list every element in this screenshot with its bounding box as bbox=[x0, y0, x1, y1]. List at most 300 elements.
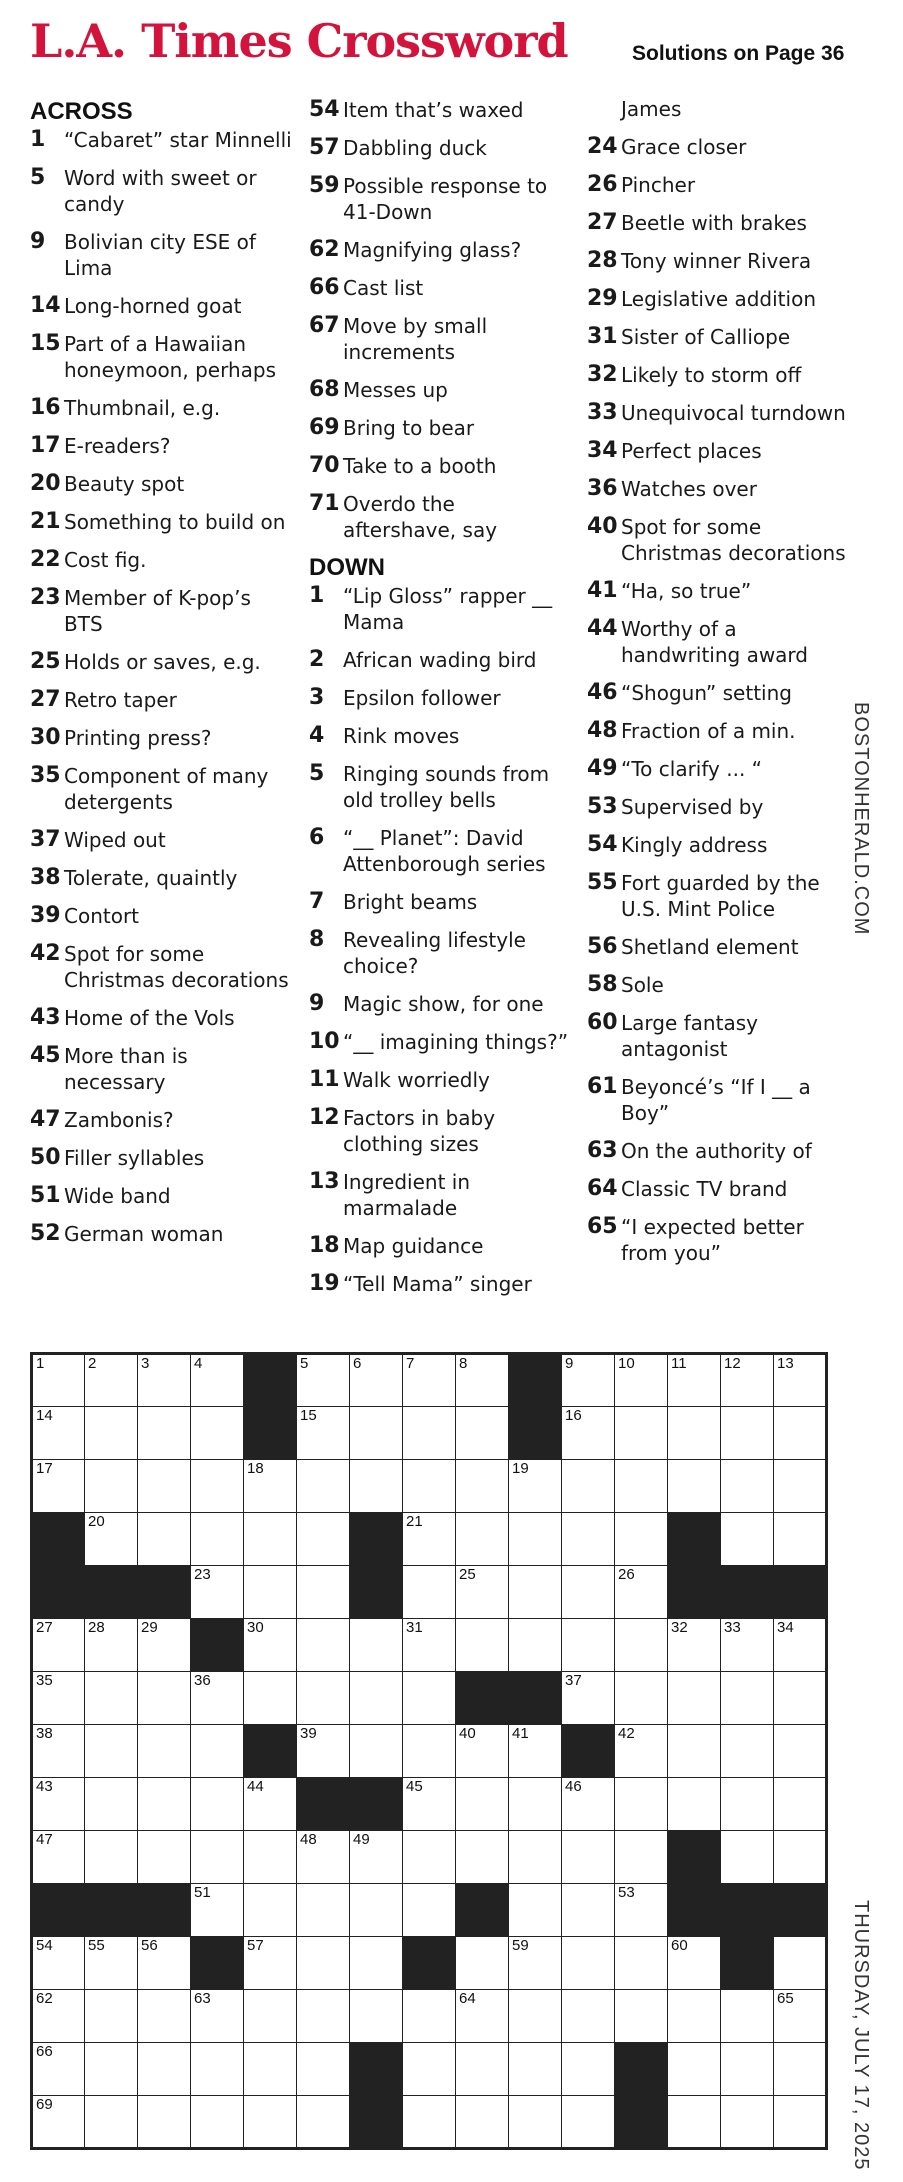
clue-number: 42 bbox=[30, 941, 61, 966]
clue-text: Item that’s waxed bbox=[343, 98, 524, 122]
clue-text: Printing press? bbox=[64, 726, 212, 750]
grid-cell[interactable] bbox=[668, 1407, 721, 1460]
down-clue bbox=[309, 1066, 571, 1093]
grid-cell[interactable] bbox=[244, 1884, 297, 1937]
clue-text: “Ha, so true” bbox=[621, 579, 752, 603]
grid-cell[interactable] bbox=[138, 1672, 191, 1725]
clue-text: Word with sweet or candy bbox=[64, 166, 257, 216]
across-clue bbox=[30, 648, 292, 675]
clue-number: 60 bbox=[587, 1010, 618, 1035]
grid-cell[interactable] bbox=[244, 1778, 297, 1831]
grid-cell[interactable] bbox=[138, 1990, 191, 2043]
grid-cell[interactable] bbox=[774, 1619, 827, 1672]
grid-cell[interactable] bbox=[774, 2096, 827, 2149]
grid-cell[interactable] bbox=[403, 1831, 456, 1884]
grid-cell[interactable] bbox=[403, 2096, 456, 2149]
clue-number: 1 bbox=[30, 127, 46, 152]
clue-text: Beauty spot bbox=[64, 472, 185, 496]
cell-number: 43 bbox=[36, 1778, 53, 1795]
grid-cell[interactable] bbox=[244, 1619, 297, 1672]
grid-cell[interactable] bbox=[403, 1460, 456, 1513]
grid-cell[interactable] bbox=[721, 1513, 774, 1566]
grid-cell[interactable] bbox=[297, 1460, 350, 1513]
grid-cell[interactable] bbox=[85, 2043, 138, 2096]
grid-cell[interactable] bbox=[244, 1460, 297, 1513]
grid-cell[interactable] bbox=[244, 1937, 297, 1990]
grid-cell[interactable] bbox=[85, 1619, 138, 1672]
cell-number: 40 bbox=[459, 1725, 476, 1742]
grid-cell[interactable] bbox=[562, 2096, 615, 2149]
grid-cell[interactable] bbox=[244, 1513, 297, 1566]
grid-cell[interactable] bbox=[191, 2096, 244, 2149]
cell-number: 5 bbox=[300, 1355, 309, 1372]
grid-cell[interactable] bbox=[509, 1990, 562, 2043]
across-clue bbox=[309, 172, 571, 225]
grid-cell[interactable] bbox=[615, 1619, 668, 1672]
across-clue bbox=[30, 432, 292, 459]
grid-cell[interactable] bbox=[191, 1884, 244, 1937]
cell-number: 46 bbox=[565, 1778, 582, 1795]
black-square bbox=[668, 1566, 721, 1619]
clue-text: Sole bbox=[621, 973, 664, 997]
grid-cell[interactable] bbox=[350, 1990, 403, 2043]
grid-cell[interactable] bbox=[350, 1937, 403, 1990]
cell-number: 33 bbox=[724, 1619, 741, 1636]
grid-cell[interactable] bbox=[721, 1619, 774, 1672]
clue-number: 47 bbox=[30, 1107, 61, 1132]
grid-cell[interactable] bbox=[191, 1407, 244, 1460]
clue-text: Component of many detergents bbox=[64, 764, 269, 814]
down-clue bbox=[309, 1104, 571, 1157]
black-square bbox=[85, 1884, 138, 1937]
grid-cell[interactable] bbox=[244, 1672, 297, 1725]
clue-number: 8 bbox=[309, 927, 325, 952]
clue-text: Bright beams bbox=[343, 890, 478, 914]
grid-cell[interactable] bbox=[562, 1566, 615, 1619]
clue-text: Tolerate, quaintly bbox=[64, 866, 238, 890]
grid-cell[interactable] bbox=[85, 1513, 138, 1566]
grid-row bbox=[32, 1619, 827, 1672]
grid-cell[interactable] bbox=[668, 2043, 721, 2096]
grid-cell[interactable] bbox=[456, 1566, 509, 1619]
grid-cell[interactable] bbox=[562, 1407, 615, 1460]
grid-cell[interactable] bbox=[297, 1619, 350, 1672]
across-clue bbox=[30, 1220, 292, 1247]
grid-cell[interactable] bbox=[138, 2096, 191, 2149]
grid-cell[interactable] bbox=[615, 1566, 668, 1619]
cell-number: 51 bbox=[194, 1884, 211, 1901]
clue-text: Dabbling duck bbox=[343, 136, 487, 160]
grid-cell[interactable] bbox=[615, 1778, 668, 1831]
grid-cell[interactable] bbox=[562, 1778, 615, 1831]
clue-text: Sister of Calliope bbox=[621, 325, 791, 349]
grid-cell[interactable] bbox=[32, 1354, 85, 1407]
cell-number: 39 bbox=[300, 1725, 317, 1742]
clue-text: Cost fig. bbox=[64, 548, 147, 572]
grid-cell[interactable] bbox=[562, 1831, 615, 1884]
black-square bbox=[244, 1407, 297, 1460]
grid-cell[interactable] bbox=[85, 1990, 138, 2043]
grid-cell[interactable] bbox=[456, 1619, 509, 1672]
grid-cell[interactable] bbox=[509, 1619, 562, 1672]
clue-number: 46 bbox=[587, 680, 618, 705]
clue-text: Take to a booth bbox=[343, 454, 497, 478]
grid-cell[interactable] bbox=[509, 1566, 562, 1619]
grid-cell[interactable] bbox=[32, 1619, 85, 1672]
across-clue bbox=[30, 546, 292, 573]
grid-cell[interactable] bbox=[615, 1460, 668, 1513]
grid-cell[interactable] bbox=[85, 1725, 138, 1778]
grid-cell[interactable] bbox=[191, 1460, 244, 1513]
grid-cell[interactable] bbox=[721, 1672, 774, 1725]
grid-cell[interactable] bbox=[774, 1778, 827, 1831]
clue-text: Bring to bear bbox=[343, 416, 475, 440]
clue-text: Beetle with brakes bbox=[621, 211, 807, 235]
grid-cell[interactable] bbox=[403, 1619, 456, 1672]
grid-cell[interactable] bbox=[85, 1460, 138, 1513]
grid-cell[interactable] bbox=[350, 1460, 403, 1513]
clue-number: 12 bbox=[309, 1105, 340, 1130]
grid-cell[interactable] bbox=[668, 1937, 721, 1990]
grid-cell[interactable] bbox=[32, 1407, 85, 1460]
grid-cell[interactable] bbox=[615, 1513, 668, 1566]
grid-cell[interactable] bbox=[32, 1990, 85, 2043]
grid-cell[interactable] bbox=[32, 1460, 85, 1513]
grid-cell[interactable] bbox=[350, 1354, 403, 1407]
grid-cell[interactable] bbox=[244, 1990, 297, 2043]
grid-cell[interactable] bbox=[562, 1354, 615, 1407]
grid-cell[interactable] bbox=[297, 1354, 350, 1407]
grid-cell[interactable] bbox=[138, 1725, 191, 1778]
grid-cell[interactable] bbox=[297, 1672, 350, 1725]
grid-cell[interactable] bbox=[615, 1354, 668, 1407]
grid-cell[interactable] bbox=[85, 1354, 138, 1407]
grid-cell[interactable] bbox=[615, 1990, 668, 2043]
grid-cell[interactable] bbox=[32, 1831, 85, 1884]
clue-text: Watches over bbox=[621, 477, 757, 501]
clue-text: Wiped out bbox=[64, 828, 166, 852]
grid-cell[interactable] bbox=[509, 1460, 562, 1513]
black-square bbox=[774, 1566, 827, 1619]
clue-text: Spot for some Christmas decorations bbox=[621, 515, 846, 565]
grid-cell[interactable] bbox=[350, 1884, 403, 1937]
grid-cell[interactable] bbox=[138, 1937, 191, 1990]
grid-cell[interactable] bbox=[456, 1460, 509, 1513]
grid-cell[interactable] bbox=[138, 2043, 191, 2096]
grid-cell[interactable] bbox=[721, 1725, 774, 1778]
grid-cell[interactable] bbox=[562, 2043, 615, 2096]
grid-row bbox=[32, 1990, 827, 2043]
grid-cell[interactable] bbox=[403, 2043, 456, 2096]
grid-cell[interactable] bbox=[615, 1884, 668, 1937]
clue-text: Unequivocal turndown bbox=[621, 401, 846, 425]
grid-cell[interactable] bbox=[244, 1566, 297, 1619]
clue-number: 28 bbox=[587, 248, 618, 273]
grid-cell[interactable] bbox=[85, 2096, 138, 2149]
grid-cell[interactable] bbox=[32, 1778, 85, 1831]
grid-row bbox=[32, 1937, 827, 1990]
clue-number: 35 bbox=[30, 763, 61, 788]
grid-cell[interactable] bbox=[615, 1937, 668, 1990]
grid-cell[interactable] bbox=[562, 1937, 615, 1990]
cell-number: 55 bbox=[88, 1937, 105, 1954]
down-clue bbox=[309, 1168, 571, 1221]
grid-cell[interactable] bbox=[456, 1513, 509, 1566]
grid-cell[interactable] bbox=[191, 1778, 244, 1831]
grid-cell[interactable] bbox=[721, 2043, 774, 2096]
clue-text: Filler syllables bbox=[64, 1146, 205, 1170]
cell-number: 36 bbox=[194, 1672, 211, 1689]
grid-cell[interactable] bbox=[350, 1619, 403, 1672]
grid-cell[interactable] bbox=[774, 1937, 827, 1990]
across-clue bbox=[30, 292, 292, 319]
black-square bbox=[244, 1725, 297, 1778]
grid-cell[interactable] bbox=[32, 2043, 85, 2096]
grid-cell[interactable] bbox=[32, 2096, 85, 2149]
grid-cell[interactable] bbox=[85, 1937, 138, 1990]
grid-cell[interactable] bbox=[350, 1672, 403, 1725]
grid-cell[interactable] bbox=[668, 1990, 721, 2043]
clue-number: 58 bbox=[587, 972, 618, 997]
clue-text: Holds or saves, e.g. bbox=[64, 650, 261, 674]
grid-cell[interactable] bbox=[85, 1672, 138, 1725]
grid-cell[interactable] bbox=[774, 1407, 827, 1460]
grid-cell[interactable] bbox=[615, 1407, 668, 1460]
grid-cell[interactable] bbox=[138, 1778, 191, 1831]
grid-cell[interactable] bbox=[721, 1990, 774, 2043]
grid-cell[interactable] bbox=[297, 2096, 350, 2149]
grid-cell[interactable] bbox=[668, 1778, 721, 1831]
grid-cell[interactable] bbox=[32, 1672, 85, 1725]
grid-cell[interactable] bbox=[562, 1672, 615, 1725]
grid-cell[interactable] bbox=[668, 1460, 721, 1513]
grid-cell[interactable] bbox=[562, 1990, 615, 2043]
down-clue bbox=[309, 1270, 571, 1297]
cell-number: 30 bbox=[247, 1619, 264, 1636]
clue-text: Contort bbox=[64, 904, 140, 928]
grid-cell[interactable] bbox=[721, 2096, 774, 2149]
grid-cell[interactable] bbox=[721, 1407, 774, 1460]
grid-cell[interactable] bbox=[456, 2043, 509, 2096]
grid-cell[interactable] bbox=[32, 1725, 85, 1778]
grid-cell[interactable] bbox=[721, 1354, 774, 1407]
grid-cell[interactable] bbox=[562, 1884, 615, 1937]
grid-cell[interactable] bbox=[721, 1831, 774, 1884]
clue-text: Beyoncé’s “If I __ a Boy” bbox=[621, 1075, 811, 1125]
grid-cell[interactable] bbox=[403, 1566, 456, 1619]
grid-cell[interactable] bbox=[509, 1513, 562, 1566]
grid-cell[interactable] bbox=[32, 1937, 85, 1990]
grid-cell[interactable] bbox=[721, 1778, 774, 1831]
down-clue bbox=[309, 1028, 571, 1055]
grid-cell[interactable] bbox=[297, 1884, 350, 1937]
grid-cell[interactable] bbox=[403, 1778, 456, 1831]
clue-text: Shetland element bbox=[621, 935, 799, 959]
grid-cell[interactable] bbox=[456, 1407, 509, 1460]
grid-cell[interactable] bbox=[615, 1725, 668, 1778]
clue-text: Supervised by bbox=[621, 795, 764, 819]
clue-number: 52 bbox=[30, 1221, 61, 1246]
grid-cell[interactable] bbox=[509, 2096, 562, 2149]
grid-cell[interactable] bbox=[191, 1990, 244, 2043]
black-square bbox=[85, 1566, 138, 1619]
grid-cell[interactable] bbox=[191, 1831, 244, 1884]
across-clue bbox=[30, 902, 292, 929]
cell-number: 37 bbox=[565, 1672, 582, 1689]
grid-cell[interactable] bbox=[138, 1619, 191, 1672]
clue-number: 43 bbox=[30, 1005, 61, 1030]
grid-cell[interactable] bbox=[509, 1884, 562, 1937]
grid-cell[interactable] bbox=[668, 1619, 721, 1672]
across-clue bbox=[309, 490, 571, 543]
clue-number: 51 bbox=[30, 1183, 61, 1208]
grid-cell[interactable] bbox=[297, 1407, 350, 1460]
clue-number: 38 bbox=[30, 865, 61, 890]
grid-cell[interactable] bbox=[138, 1354, 191, 1407]
cell-number: 29 bbox=[141, 1619, 158, 1636]
grid-cell[interactable] bbox=[403, 1725, 456, 1778]
grid-cell[interactable] bbox=[509, 2043, 562, 2096]
clue-number: 9 bbox=[30, 229, 46, 254]
grid-cell[interactable] bbox=[85, 1831, 138, 1884]
grid-cell[interactable] bbox=[774, 1831, 827, 1884]
grid-cell[interactable] bbox=[297, 1513, 350, 1566]
across-heading: ACROSS bbox=[30, 98, 133, 125]
down-clue bbox=[587, 831, 849, 858]
clue-number: 71 bbox=[309, 491, 340, 516]
clue-text: German woman bbox=[64, 1222, 224, 1246]
grid-cell[interactable] bbox=[403, 1884, 456, 1937]
down-clue bbox=[587, 133, 849, 160]
grid-cell[interactable] bbox=[297, 2043, 350, 2096]
down-clue bbox=[587, 1137, 849, 1164]
grid-cell[interactable] bbox=[138, 1831, 191, 1884]
grid-cell[interactable] bbox=[191, 1725, 244, 1778]
grid-cell[interactable] bbox=[297, 1937, 350, 1990]
grid-cell[interactable] bbox=[191, 1672, 244, 1725]
grid-cell[interactable] bbox=[191, 1354, 244, 1407]
grid-cell[interactable] bbox=[774, 1672, 827, 1725]
grid-cell[interactable] bbox=[456, 1778, 509, 1831]
clue-text: Epsilon follower bbox=[343, 686, 501, 710]
clue-number: 36 bbox=[587, 476, 618, 501]
grid-cell[interactable] bbox=[403, 1354, 456, 1407]
down-heading: DOWN bbox=[309, 554, 385, 581]
grid-row bbox=[32, 1831, 827, 1884]
clue-number: 22 bbox=[30, 547, 61, 572]
grid-cell[interactable] bbox=[297, 1725, 350, 1778]
grid-cell[interactable] bbox=[138, 1460, 191, 1513]
clue-text: Ingredient in marmalade bbox=[343, 1170, 471, 1220]
grid-cell[interactable] bbox=[562, 1619, 615, 1672]
black-square bbox=[403, 1937, 456, 1990]
grid-cell[interactable] bbox=[509, 1831, 562, 1884]
grid-cell[interactable] bbox=[562, 1460, 615, 1513]
clue-text: More than is necessary bbox=[64, 1044, 188, 1094]
grid-cell[interactable] bbox=[191, 2043, 244, 2096]
clue-number: 13 bbox=[309, 1169, 340, 1194]
cell-number: 57 bbox=[247, 1937, 264, 1954]
grid-cell[interactable] bbox=[85, 1407, 138, 1460]
grid-cell[interactable] bbox=[456, 2096, 509, 2149]
grid-cell[interactable] bbox=[85, 1778, 138, 1831]
grid-cell[interactable] bbox=[774, 1513, 827, 1566]
grid-cell[interactable] bbox=[350, 1725, 403, 1778]
grid-cell[interactable] bbox=[191, 1513, 244, 1566]
grid-cell[interactable] bbox=[721, 1460, 774, 1513]
grid-row bbox=[32, 1513, 827, 1566]
grid-cell[interactable] bbox=[244, 2043, 297, 2096]
grid-cell[interactable] bbox=[191, 1566, 244, 1619]
grid-cell[interactable] bbox=[244, 1831, 297, 1884]
grid-cell[interactable] bbox=[297, 1566, 350, 1619]
grid-cell[interactable] bbox=[138, 1407, 191, 1460]
black-square bbox=[509, 1354, 562, 1407]
grid-cell[interactable] bbox=[403, 1407, 456, 1460]
clue-number: 26 bbox=[587, 172, 618, 197]
grid-cell[interactable] bbox=[774, 1354, 827, 1407]
grid-cell[interactable] bbox=[350, 1831, 403, 1884]
grid-cell[interactable] bbox=[774, 1990, 827, 2043]
grid-cell[interactable] bbox=[668, 1672, 721, 1725]
grid-cell[interactable] bbox=[774, 1725, 827, 1778]
across-clue bbox=[309, 452, 571, 479]
grid-cell[interactable] bbox=[509, 1725, 562, 1778]
grid-cell[interactable] bbox=[615, 1672, 668, 1725]
clue-text: Wide band bbox=[64, 1184, 171, 1208]
grid-cell[interactable] bbox=[774, 1460, 827, 1513]
grid-cell[interactable] bbox=[297, 1831, 350, 1884]
grid-cell[interactable] bbox=[668, 1725, 721, 1778]
grid-row bbox=[32, 1354, 827, 1407]
grid-cell[interactable] bbox=[615, 1831, 668, 1884]
grid-cell[interactable] bbox=[774, 2043, 827, 2096]
cell-number: 63 bbox=[194, 1990, 211, 2007]
grid-cell[interactable] bbox=[403, 1990, 456, 2043]
grid-cell[interactable] bbox=[403, 1672, 456, 1725]
clue-number: 33 bbox=[587, 400, 618, 425]
cell-number: 21 bbox=[406, 1513, 423, 1530]
clue-number: 49 bbox=[587, 756, 618, 781]
clue-number: 57 bbox=[309, 135, 340, 160]
down-clue bbox=[587, 171, 849, 198]
grid-cell[interactable] bbox=[350, 1407, 403, 1460]
cell-number: 54 bbox=[36, 1937, 53, 1954]
grid-cell[interactable] bbox=[138, 1513, 191, 1566]
grid-cell[interactable] bbox=[244, 2096, 297, 2149]
grid-cell[interactable] bbox=[668, 1354, 721, 1407]
clue-text: Fraction of a min. bbox=[621, 719, 796, 743]
grid-cell[interactable] bbox=[456, 1725, 509, 1778]
grid-cell[interactable] bbox=[509, 1937, 562, 1990]
crossword-grid bbox=[30, 1352, 828, 2150]
solutions-note: Solutions on Page 36 bbox=[632, 42, 845, 65]
cell-number: 44 bbox=[247, 1778, 264, 1795]
grid-cell[interactable] bbox=[456, 1990, 509, 2043]
clue-number: 4 bbox=[309, 723, 325, 748]
grid-cell[interactable] bbox=[456, 1831, 509, 1884]
grid-cell[interactable] bbox=[456, 1937, 509, 1990]
grid-cell[interactable] bbox=[297, 1990, 350, 2043]
grid-cell[interactable] bbox=[509, 1778, 562, 1831]
clue-number: 1 bbox=[309, 583, 325, 608]
grid-cell[interactable] bbox=[403, 1513, 456, 1566]
down-clue bbox=[309, 1232, 571, 1259]
grid-cell[interactable] bbox=[668, 2096, 721, 2149]
grid-cell[interactable] bbox=[562, 1513, 615, 1566]
grid-row bbox=[32, 1778, 827, 1831]
grid-cell[interactable] bbox=[456, 1354, 509, 1407]
